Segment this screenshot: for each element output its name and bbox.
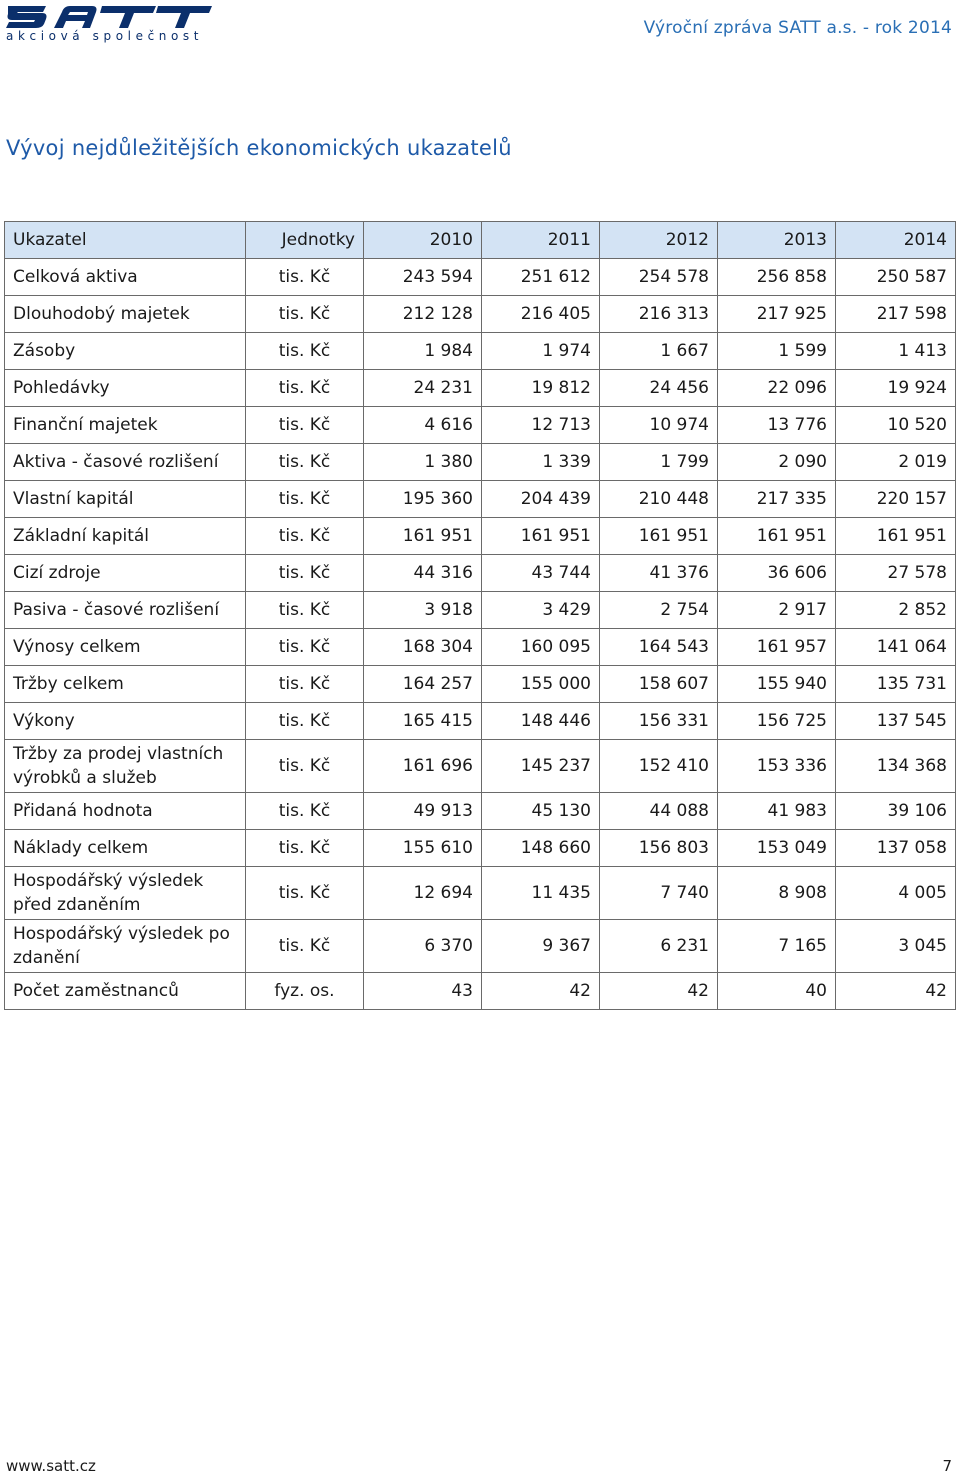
value-cell: 4 005: [836, 867, 956, 920]
unit-cell: tis. Kč: [246, 629, 364, 666]
value-cell: 1 799: [600, 444, 718, 481]
indicator-label: Tržby za prodej vlastních výrobků a služeb: [5, 740, 246, 793]
column-header: Ukazatel: [5, 222, 246, 259]
value-cell: 1 667: [600, 333, 718, 370]
value-cell: 24 456: [600, 370, 718, 407]
value-cell: 39 106: [836, 793, 956, 830]
indicator-label: Hospodářský výsledek před zdaněním: [5, 867, 246, 920]
indicator-label: Vlastní kapitál: [5, 481, 246, 518]
footer-url[interactable]: www.satt.cz: [6, 1457, 96, 1475]
value-cell: 1 599: [718, 333, 836, 370]
value-cell: 148 660: [482, 830, 600, 867]
indicator-label: Zásoby: [5, 333, 246, 370]
value-cell: 49 913: [364, 793, 482, 830]
report-title: Výroční zpráva SATT a.s. - rok 2014: [643, 18, 952, 38]
value-cell: 161 951: [364, 518, 482, 555]
value-cell: 2 019: [836, 444, 956, 481]
value-cell: 256 858: [718, 259, 836, 296]
table-row: [5, 296, 956, 333]
indicator-label: Cizí zdroje: [5, 555, 246, 592]
value-cell: 13 776: [718, 407, 836, 444]
column-header: 2011: [482, 222, 600, 259]
value-cell: 254 578: [600, 259, 718, 296]
column-header: Jednotky: [246, 222, 364, 259]
value-cell: 12 713: [482, 407, 600, 444]
value-cell: 217 335: [718, 481, 836, 518]
value-cell: 153 049: [718, 830, 836, 867]
table-row: [5, 666, 956, 703]
table-row: [5, 555, 956, 592]
table-row: [5, 259, 956, 296]
value-cell: 161 951: [836, 518, 956, 555]
value-cell: 2 917: [718, 592, 836, 629]
value-cell: 250 587: [836, 259, 956, 296]
value-cell: 217 925: [718, 296, 836, 333]
indicator-label: Výnosy celkem: [5, 629, 246, 666]
value-cell: 27 578: [836, 555, 956, 592]
value-cell: 135 731: [836, 666, 956, 703]
value-cell: 161 957: [718, 629, 836, 666]
value-cell: 45 130: [482, 793, 600, 830]
value-cell: 40: [718, 973, 836, 1010]
value-cell: 164 543: [600, 629, 718, 666]
column-header: 2012: [600, 222, 718, 259]
value-cell: 155 940: [718, 666, 836, 703]
indicator-label: Výkony: [5, 703, 246, 740]
value-cell: 42: [482, 973, 600, 1010]
unit-cell: tis. Kč: [246, 259, 364, 296]
column-header: 2014: [836, 222, 956, 259]
unit-cell: tis. Kč: [246, 867, 364, 920]
value-cell: 42: [836, 973, 956, 1010]
value-cell: 155 610: [364, 830, 482, 867]
value-cell: 36 606: [718, 555, 836, 592]
value-cell: 158 607: [600, 666, 718, 703]
indicator-label: Hospodářský výsledek po zdanění: [5, 920, 246, 973]
value-cell: 156 803: [600, 830, 718, 867]
value-cell: 41 983: [718, 793, 836, 830]
value-cell: 41 376: [600, 555, 718, 592]
table-body: [5, 259, 956, 1010]
table-header-row: [5, 222, 956, 259]
table-row: [5, 481, 956, 518]
value-cell: 44 316: [364, 555, 482, 592]
value-cell: 19 924: [836, 370, 956, 407]
table-row: [5, 333, 956, 370]
value-cell: 3 918: [364, 592, 482, 629]
indicator-label: Tržby celkem: [5, 666, 246, 703]
unit-cell: tis. Kč: [246, 518, 364, 555]
value-cell: 164 257: [364, 666, 482, 703]
indicator-label: Základní kapitál: [5, 518, 246, 555]
value-cell: 243 594: [364, 259, 482, 296]
column-header: 2010: [364, 222, 482, 259]
indicator-label: Počet zaměstnanců: [5, 973, 246, 1010]
value-cell: 160 095: [482, 629, 600, 666]
value-cell: 24 231: [364, 370, 482, 407]
indicator-label: Náklady celkem: [5, 830, 246, 867]
value-cell: 2 090: [718, 444, 836, 481]
logo-tagline: akciová společnost: [6, 29, 204, 43]
indicator-label: Přidaná hodnota: [5, 793, 246, 830]
value-cell: 251 612: [482, 259, 600, 296]
value-cell: 2 754: [600, 592, 718, 629]
value-cell: 153 336: [718, 740, 836, 793]
table-row: [5, 973, 956, 1010]
unit-cell: tis. Kč: [246, 592, 364, 629]
table-row: [5, 370, 956, 407]
table-row: [5, 703, 956, 740]
value-cell: 1 974: [482, 333, 600, 370]
value-cell: 22 096: [718, 370, 836, 407]
indicator-label: Aktiva - časové rozlišení: [5, 444, 246, 481]
unit-cell: tis. Kč: [246, 830, 364, 867]
value-cell: 145 237: [482, 740, 600, 793]
indicator-label: Pohledávky: [5, 370, 246, 407]
value-cell: 220 157: [836, 481, 956, 518]
value-cell: 141 064: [836, 629, 956, 666]
value-cell: 7 165: [718, 920, 836, 973]
value-cell: 161 951: [600, 518, 718, 555]
value-cell: 212 128: [364, 296, 482, 333]
value-cell: 161 951: [482, 518, 600, 555]
table-row: [5, 407, 956, 444]
value-cell: 204 439: [482, 481, 600, 518]
value-cell: 19 812: [482, 370, 600, 407]
unit-cell: tis. Kč: [246, 703, 364, 740]
table-row: [5, 518, 956, 555]
value-cell: 44 088: [600, 793, 718, 830]
value-cell: 165 415: [364, 703, 482, 740]
value-cell: 148 446: [482, 703, 600, 740]
value-cell: 2 852: [836, 592, 956, 629]
indicator-label: Dlouhodobý majetek: [5, 296, 246, 333]
value-cell: 137 545: [836, 703, 956, 740]
unit-cell: fyz. os.: [246, 973, 364, 1010]
value-cell: 155 000: [482, 666, 600, 703]
satt-logo-mark: [6, 0, 216, 30]
value-cell: 1 380: [364, 444, 482, 481]
value-cell: 1 413: [836, 333, 956, 370]
value-cell: 8 908: [718, 867, 836, 920]
satt-logo: [6, 0, 216, 50]
table-row: [5, 592, 956, 629]
value-cell: 10 520: [836, 407, 956, 444]
value-cell: 12 694: [364, 867, 482, 920]
value-cell: 42: [600, 973, 718, 1010]
table-row: [5, 629, 956, 666]
table-row: [5, 830, 956, 867]
value-cell: 216 405: [482, 296, 600, 333]
column-header: 2013: [718, 222, 836, 259]
value-cell: 6 231: [600, 920, 718, 973]
value-cell: 137 058: [836, 830, 956, 867]
unit-cell: tis. Kč: [246, 407, 364, 444]
value-cell: 216 313: [600, 296, 718, 333]
indicator-label: Finanční majetek: [5, 407, 246, 444]
value-cell: 152 410: [600, 740, 718, 793]
unit-cell: tis. Kč: [246, 740, 364, 793]
table-row: [5, 444, 956, 481]
value-cell: 168 304: [364, 629, 482, 666]
value-cell: 210 448: [600, 481, 718, 518]
table-row: [5, 920, 956, 973]
page-number: 7: [942, 1457, 952, 1475]
unit-cell: tis. Kč: [246, 555, 364, 592]
value-cell: 3 045: [836, 920, 956, 973]
unit-cell: tis. Kč: [246, 920, 364, 973]
unit-cell: tis. Kč: [246, 333, 364, 370]
value-cell: 1 984: [364, 333, 482, 370]
value-cell: 161 696: [364, 740, 482, 793]
value-cell: 156 725: [718, 703, 836, 740]
indicators-table: [4, 221, 956, 1010]
value-cell: 11 435: [482, 867, 600, 920]
unit-cell: tis. Kč: [246, 296, 364, 333]
table-row: [5, 740, 956, 793]
value-cell: 195 360: [364, 481, 482, 518]
indicator-label: Celková aktiva: [5, 259, 246, 296]
value-cell: 134 368: [836, 740, 956, 793]
value-cell: 4 616: [364, 407, 482, 444]
page-title: Vývoj nejdůležitějších ekonomických ukazatelů: [6, 136, 512, 160]
value-cell: 7 740: [600, 867, 718, 920]
unit-cell: tis. Kč: [246, 370, 364, 407]
value-cell: 6 370: [364, 920, 482, 973]
value-cell: 43: [364, 973, 482, 1010]
table-row: [5, 867, 956, 920]
value-cell: 217 598: [836, 296, 956, 333]
value-cell: 156 331: [600, 703, 718, 740]
indicator-label: Pasiva - časové rozlišení: [5, 592, 246, 629]
unit-cell: tis. Kč: [246, 444, 364, 481]
value-cell: 161 951: [718, 518, 836, 555]
unit-cell: tis. Kč: [246, 481, 364, 518]
value-cell: 1 339: [482, 444, 600, 481]
unit-cell: tis. Kč: [246, 666, 364, 703]
unit-cell: tis. Kč: [246, 793, 364, 830]
value-cell: 3 429: [482, 592, 600, 629]
value-cell: 10 974: [600, 407, 718, 444]
table-row: [5, 793, 956, 830]
value-cell: 43 744: [482, 555, 600, 592]
value-cell: 9 367: [482, 920, 600, 973]
